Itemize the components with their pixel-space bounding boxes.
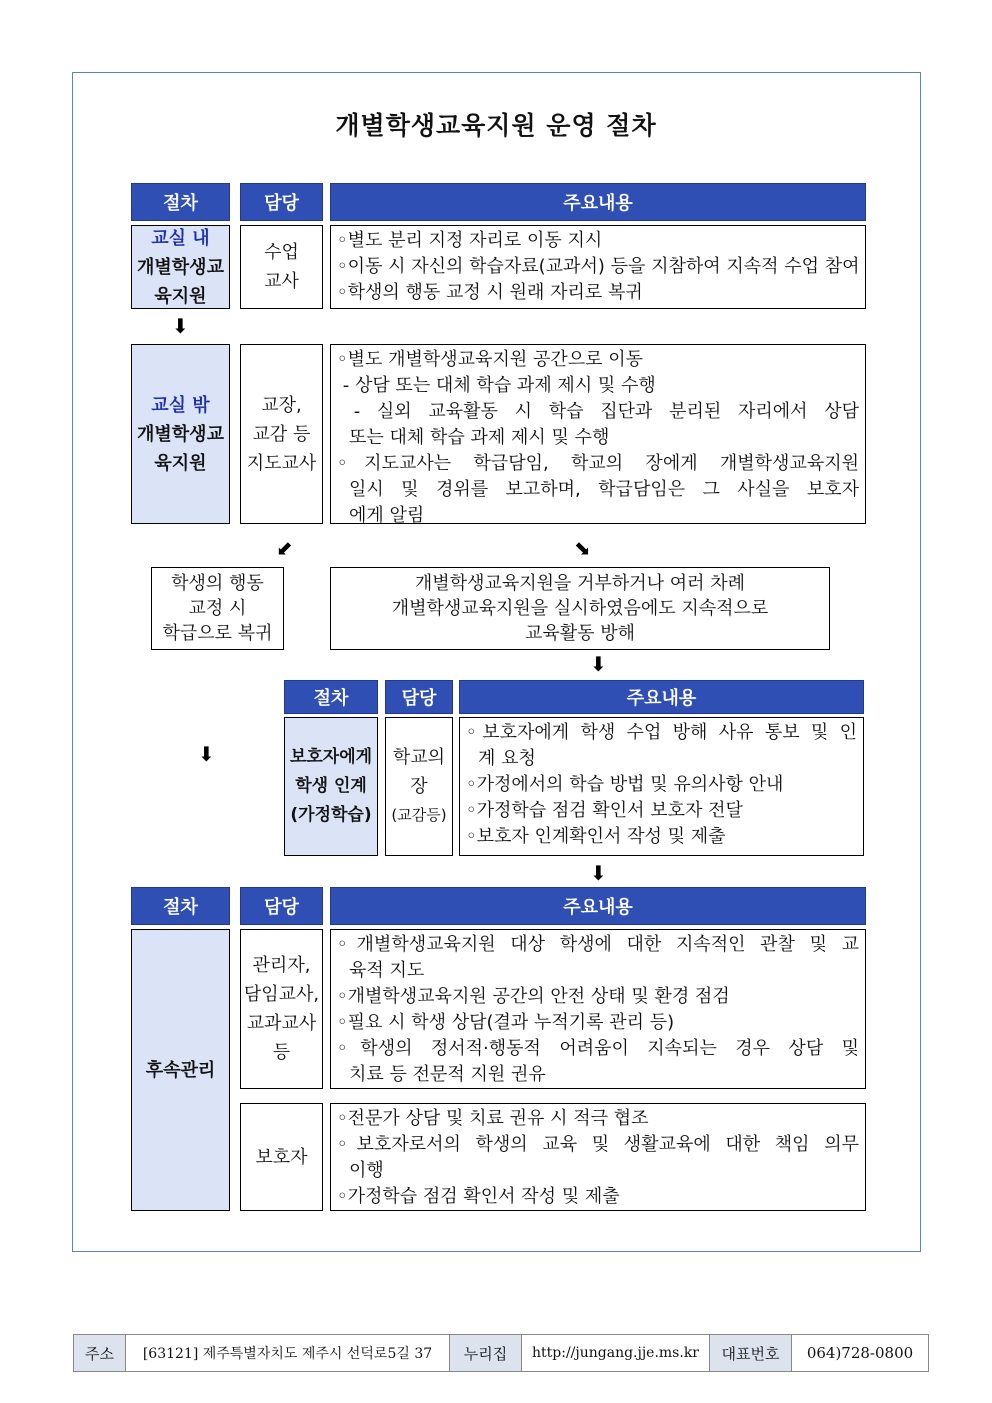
branch-refuse-box: [330, 567, 830, 650]
step-classroom-inside: [131, 225, 230, 309]
website-link[interactable]: http://jungang.jje.ms.kr: [522, 1335, 710, 1371]
address-value: [63121] 제주특별자치도 제주시 선덕로5길 37: [126, 1335, 450, 1371]
down-arrow-icon: ⬇: [198, 742, 215, 766]
phone-label: 대표번호: [710, 1335, 792, 1371]
header-content: 주요내용: [459, 680, 864, 714]
who-label: 교감 등: [252, 423, 311, 445]
header-who: 담당: [385, 680, 453, 714]
step-label: (가정학습): [290, 805, 372, 825]
step-label: 개별학생교: [137, 423, 224, 445]
branch-line: 교정 시: [188, 598, 247, 619]
who-cell: [385, 717, 453, 856]
content-line: ◦이동 시 자신의 학습자료(교과서) 등을 지참하여 지속적 수업 참여: [337, 256, 860, 277]
step-label: 교실 내: [151, 227, 210, 249]
header-who: 담당: [240, 183, 323, 221]
content-line: 이행: [349, 1160, 384, 1181]
branch-line: 개별학생교육지원을 거부하거나 여러 차례: [414, 573, 746, 594]
content-line: - 실외 교육활동 시 학습 집단과 분리된 자리에서 상담: [337, 401, 859, 422]
website-label: 누리집: [450, 1335, 522, 1371]
who-cell: [240, 929, 323, 1089]
step-label: 육지원: [154, 285, 207, 307]
content-line: ◦지도교사는 학급담임, 학교의 장에게 개별학생교육지원: [337, 453, 859, 474]
down-arrow-icon: ⬇: [172, 314, 189, 338]
branch-line: 학생의 행동: [171, 573, 264, 594]
address-label: 주소: [74, 1335, 126, 1371]
content-line: ◦개별학생교육지원 공간의 안전 상태 및 환경 점검: [337, 986, 730, 1007]
branch-line: 교육활동 방해: [524, 623, 636, 644]
header-content: 주요내용: [330, 183, 866, 221]
branch-line: 학급으로 복귀: [162, 623, 273, 644]
step-label: 후속관리: [145, 1059, 216, 1081]
content-line: ◦가정학습 점검 확인서 보호자 전달: [466, 800, 743, 821]
content-line: ◦학생의 행동 교정 시 원래 자리로 복귀: [337, 282, 643, 303]
who-label: 지도교사: [246, 452, 317, 474]
content-line: ◦가정에서의 학습 방법 및 유의사항 안내: [466, 774, 784, 795]
content-line: 치료 등 전문적 지원 권유: [349, 1064, 546, 1085]
content-line: ◦가정학습 점검 확인서 작성 및 제출: [337, 1186, 620, 1207]
content-line: ◦필요 시 학생 상담(결과 누적기록 관리 등): [337, 1012, 675, 1033]
step-label: 육지원: [154, 452, 207, 474]
who-label: 보호자: [255, 1146, 308, 1168]
step-label: 개별학생교: [137, 256, 224, 278]
down-arrow-icon: ⬇: [590, 861, 607, 885]
content-line: ◦보호자에게 학생 수업 방해 사유 통보 및 인: [466, 722, 857, 743]
step-follow-up: [131, 929, 230, 1211]
content-cell: [330, 344, 866, 524]
content-line: ◦개별학생교육지원 대상 학생에 대한 지속적인 관찰 및 교: [337, 934, 859, 955]
who-label: 교과교사: [246, 1013, 317, 1034]
content-cell: [330, 1103, 866, 1211]
page-title: 개별학생교육지원 운영 절차: [335, 111, 657, 140]
content-line: 에게 알림: [349, 505, 425, 526]
header-step: 절차: [131, 887, 230, 925]
who-cell: [240, 344, 323, 524]
who-label: 등: [272, 1042, 291, 1063]
content-line: ◦별도 분리 지정 자리로 이동 지시: [337, 230, 603, 251]
who-cell: [240, 225, 323, 309]
step-classroom-outside: [131, 344, 230, 524]
step-guardian-handover: [284, 717, 378, 856]
content-cell: [330, 225, 866, 309]
who-label: 교장,: [261, 394, 302, 416]
who-label: 교사: [264, 271, 299, 292]
content-line: ◦별도 개별학생교육지원 공간으로 이동: [337, 349, 643, 370]
who-label: (교감등): [391, 806, 447, 824]
content-cell: [330, 929, 866, 1089]
phone-value: 064)728-0800: [806, 1344, 914, 1362]
header-who: 담당: [240, 887, 323, 925]
header-step: 절차: [131, 183, 230, 221]
content-line: 육적 지도: [349, 960, 425, 981]
step-label: 교실 밖: [151, 394, 210, 416]
content-line: ◦보호자로서의 학생의 교육 및 생활교육에 대한 책임 의무: [337, 1134, 859, 1155]
who-cell: [240, 1103, 323, 1211]
footer-info-bar: [73, 1334, 929, 1372]
down-arrow-icon: ⬇: [590, 652, 607, 676]
down-left-arrow-icon: ⬋: [276, 536, 293, 560]
who-label: 관리자,: [252, 955, 311, 976]
header-content: 주요내용: [330, 887, 866, 925]
header-step: 절차: [284, 680, 378, 714]
content-line: 또는 대체 학습 과제 제시 및 수행: [349, 427, 610, 448]
content-line: 계 요청: [478, 748, 536, 769]
content-line: 일시 및 경위를 보고하며, 학급담임은 그 사실을 보호자: [349, 479, 859, 500]
content-line: - 상담 또는 대체 학습 과제 제시 및 수행: [337, 375, 656, 396]
who-label: 수업: [264, 242, 299, 263]
content-line: ◦전문가 상담 및 치료 권유 시 적극 협조: [337, 1108, 649, 1129]
step-label: 보호자에게: [289, 747, 373, 767]
branch-return-box: [151, 567, 284, 650]
step-label: 학생 인계: [295, 776, 367, 796]
who-label: 담임교사,: [243, 984, 320, 1005]
branch-line: 개별학생교육지원을 실시하였음에도 지속적으로: [391, 598, 769, 619]
content-line: ◦보호자 인계확인서 작성 및 제출: [466, 826, 726, 847]
who-label: 장: [410, 776, 428, 797]
down-right-arrow-icon: ⬊: [574, 536, 591, 560]
content-line: ◦학생의 정서적·행동적 어려움이 지속되는 경우 상담 및: [337, 1038, 859, 1059]
content-cell: [459, 717, 864, 856]
who-label: 학교의: [392, 747, 446, 768]
